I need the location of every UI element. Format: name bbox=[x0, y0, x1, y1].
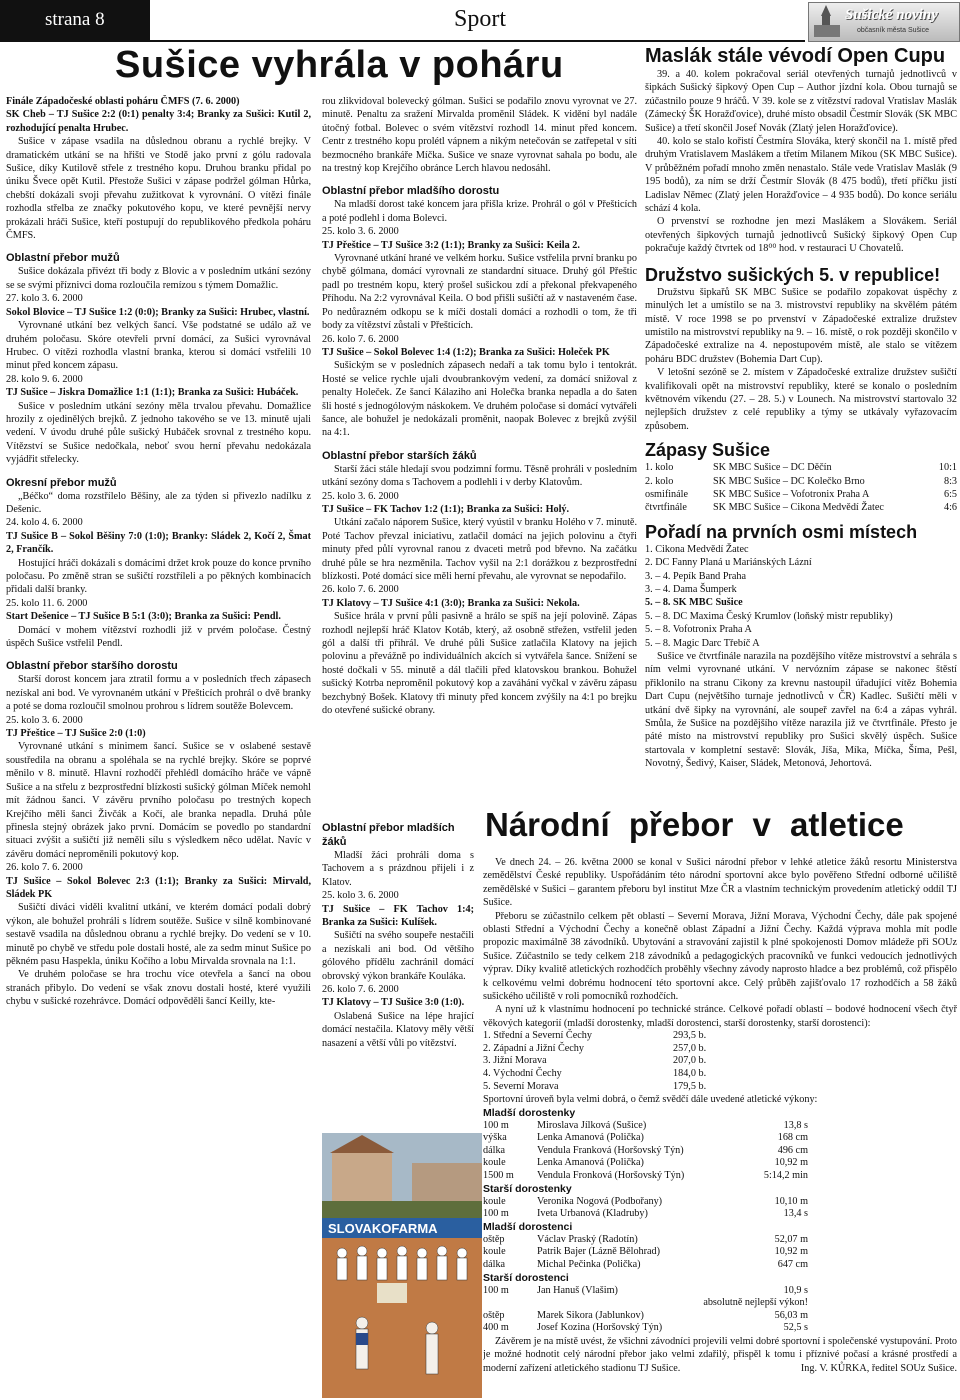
result-cell: 13,4 s bbox=[783, 1208, 808, 1220]
col1-paragraph: Domácí v mohem vítězství rozhodli již v prvém poločase. Čestný úspěch Sušice vstřelil Pendl. bbox=[6, 624, 311, 650]
article-column-2 bbox=[322, 95, 637, 815]
results-table bbox=[483, 1120, 808, 1183]
athletics-signature: Ing. V. KŮRKA, ředitel SOUz Sušice. bbox=[800, 1362, 957, 1374]
result-row bbox=[483, 1120, 808, 1133]
col2b-paragraph: Mladší žáci prohráli doma s Tachovem a s prázdnou přijeli i z Klatov. bbox=[322, 850, 474, 888]
result-row bbox=[483, 1246, 808, 1259]
result-row bbox=[483, 1208, 808, 1221]
col2-section-heading: Oblastní přebor starších žáků bbox=[322, 449, 477, 462]
col2-paragraph: Utkání začalo náporem Sušice, který vyústil v branku Holého v 7. minutě. Poté Tachov převzal iniciativu, zatlačil domácí na jejich polovinu a čtyři minuty před půlí vyrovnal ranou z dvaceti metrů pod břevno. Na začátku druhé půle se hra nezměnila. Tachov vyšil na 2:1 dorážkou z bezprostřední blízkosti. Poté domácí sice měli herní převahu, ale vyrovnat se nepodařilo. bbox=[322, 517, 637, 582]
region-name: 5. Severní Morava bbox=[483, 1080, 559, 1092]
col2-paragraph: 26. kolo 7. 6. 2000 bbox=[322, 584, 399, 596]
match-cell: 10:1 bbox=[938, 462, 957, 474]
col1-paragraph: Starší dorost koncem jara ztratil formu a v posledních třech zápasech nezískal ani bod. Ve vyrovnaném utkání v Přešticích prohrál o dvě branky a poté se doma rozloučil smolnou prohrou s lídrem soutěže Bolevcem. bbox=[6, 674, 311, 713]
match-row bbox=[645, 461, 957, 474]
athletics-para-2: Přeboru se zúčastnilo celkem pět oblastí – Severní Morava, Jižní Morava, Východní Čechy, dále pak spojené oblasti Střední a Východní Čechy a konečně oblast Západní a Jižní Čechy. Každá výprava mohla mít podle propozic maximálně 38 závodníků. Ubytování a stravování zajistil k plné spokojenosti Domov mládeže při SOUz Sušice. Zúčastnilo se tedy celkem 218 závodníků a pedagogických pracovníků ve funkci vedoucích jednotlivých výprav. Díky kvalitě atletických rozhodčích proběhly všechny závody naprosto hladce a bez problémů, což přispělo k celkovému velmi dobrému hodnocení této sportovní akce. Celý průběh zajišťovalo 17 rozhodčích a 58 žáků sušického učiliště v roli pomocníků rozhodčích. bbox=[483, 910, 957, 1003]
result-cell: 100 m bbox=[483, 1284, 509, 1296]
results-groups bbox=[483, 1107, 957, 1335]
region-row bbox=[483, 1068, 706, 1081]
darts-column bbox=[645, 44, 957, 804]
result-row bbox=[483, 1259, 808, 1272]
region-points: 257,0 b. bbox=[673, 1042, 707, 1054]
result-cell: výška bbox=[483, 1132, 507, 1144]
darts-team-paragraph: Družstvu šipkařů SK MBC Sušice se podařilo zopakovat úspěchy z minulých let a umístilo se na 3. mistrovství republiky na skvělém pátém místě. V roce 1998 se po prvenství v Západočeské extralize družstev umístilo na mistrovství republiky na 9. – 16. místě, o rok později skončilo v Západočeské extralize na 4. nepostupovém místě, ale stalo se vítězem poháru BDC družstev (Bohemia Dart Cup). bbox=[645, 286, 957, 365]
col1-paragraph: „Béčko“ doma rozstřílelo Běšiny, ale za týden si přivezlo nadílku z Dešenic. bbox=[6, 490, 311, 515]
region-row bbox=[483, 1030, 706, 1043]
result-cell: 1500 m bbox=[483, 1170, 514, 1182]
result-cell bbox=[537, 1297, 698, 1310]
match-cell: čtvrtfinále bbox=[645, 502, 687, 514]
section-title: Sport bbox=[453, 6, 506, 32]
athletics-para-3: A nyní už k vlastnímu hodnocení po technické stránce. Celkové pořadí oblastí – bodové hodnocení všech čtyř věkových kategorií (mladší dorostenky, mladší dorostenci, starší dorostenky, starší dorostenci): bbox=[483, 1004, 957, 1029]
match-cell: SK MBC Sušice – Cikona Medvědí Žatec bbox=[713, 502, 884, 514]
region-name: 3. Jižní Morava bbox=[483, 1055, 547, 1067]
match-row bbox=[645, 501, 957, 514]
page-number-box bbox=[0, 0, 150, 42]
col1-paragraph: 24. kolo 4. 6. 2000 bbox=[6, 517, 83, 529]
match-cell: SK MBC Sušice – DC Děčín bbox=[713, 462, 832, 474]
col2b-paragraph: Sušičtí na svého soupeře nestačili a nezískali ani bod. Od většího gólového přídělu zachránil domácí obrovský výkon brankáře Kouláka. bbox=[322, 930, 474, 982]
col1-paragraph: Sokol Blovice – TJ Sušice 1:2 (0:0); Branky za Sušici: Hrubec, vlastní. bbox=[6, 306, 310, 318]
result-cell: dálka bbox=[483, 1259, 506, 1270]
result-cell: Vendula Fronková (Horšovský Týn) bbox=[537, 1170, 685, 1182]
match-cell: 6:5 bbox=[943, 488, 957, 500]
col2-paragraph: TJ Sušice – Sokol Bolevec 1:4 (1:2); Branka za Sušici: Holeček PK bbox=[322, 346, 610, 358]
darts-paragraph: 40. kolo se stalo kořistí Čestmíra Slováka, který skončil na 1. místě před druhým Vratislavem Maslákem a třetím Milanem Míkou (SK MBC Sušice). V průběžném pořadí mnoho změn nenastalo. Stále vede Vratislav Maslák (9 195 bodů), za ním se drží Čestmír Slovák (8 475 bodů), třetí příčku jistí Ladislav Němec (Zlatý jelen Horažďovice – 4 935 bodů). Do konce seriálu schází 4 kola. bbox=[645, 136, 957, 215]
result-cell: 400 m bbox=[483, 1322, 509, 1334]
result-row bbox=[483, 1132, 808, 1145]
darts-headline-2: Družstvo sušických 5. v republice! bbox=[645, 264, 941, 285]
col2b-paragraph: TJ Sušice – FK Tachov 1:4; Branka za Sušici: Kulíšek. bbox=[322, 903, 474, 929]
matches-headline: Zápasy Sušice bbox=[645, 440, 771, 461]
col1-paragraph: 27. kolo 3. 6. 2000 bbox=[6, 293, 83, 305]
result-cell: Jan Hanuš (Vlašim) bbox=[537, 1284, 618, 1296]
region-name: 2. Západní a Jižní Čechy bbox=[483, 1042, 584, 1054]
logo-subtitle: občasník města Sušice bbox=[857, 27, 929, 34]
result-cell: 10,92 m bbox=[774, 1157, 808, 1169]
col1-paragraph: Start Dešenice – TJ Sušice B 5:1 (3:0); Branka za Sušici: Pendl. bbox=[6, 611, 281, 623]
athletics-intro: Ve dnech 24. – 26. května 2000 se konal v Sušici národní přebor v lehké atletice žáků resortu Ministerstva zemědělství České republiky. Uspořádáním této národní sportovní akce bylo pověřeno Střední odborné učiliště zemědělské v Sušici – garantem přeboru byl institut Mze ČR a vlastním technickým provedením atletický oddíl TJ Sušice. bbox=[483, 857, 957, 909]
result-cell: Lenka Amanová (Polička) bbox=[537, 1157, 644, 1169]
result-row bbox=[483, 1322, 808, 1335]
result-cell: 647 cm bbox=[777, 1259, 808, 1270]
col2-section-heading: Oblastní přebor mladšího dorostu bbox=[322, 185, 500, 198]
athletics-article bbox=[483, 856, 957, 1400]
results-group-title: Starší dorostenky bbox=[483, 1182, 572, 1195]
ranking-list bbox=[645, 543, 957, 650]
result-cell: absolutně nejlepší výkon! bbox=[703, 1297, 808, 1309]
region-row bbox=[483, 1055, 706, 1068]
match-cell: 8:3 bbox=[943, 475, 957, 487]
article-column-1 bbox=[6, 95, 311, 1395]
ranking-item: 5. – 8. DC Maxima Český Krumlov (loňský mistr republiky) bbox=[645, 610, 893, 622]
region-points: 184,0 b. bbox=[673, 1068, 707, 1080]
page-number-label: strana 8 bbox=[45, 9, 105, 30]
col2-paragraph: Sušickým se v posledních zápasech nedaří a tak tomu bylo i tentokrát. Hosté se velice rychle ujali dvoubrankovým vedení, za domácí snižoval z penalty Holeček. Ze šancí Kálaziho ani Holečka branka nepadla a do šaten šli hosté s jednogólovým náskokem. Ve druhém poločase si domácí vytvářeli šance, ale bohužel je nedokázali proměnit, naopak Bolevec z brejků zvýšil na 4:1. bbox=[322, 360, 637, 439]
result-cell: oštěp bbox=[483, 1309, 505, 1321]
header-rule bbox=[150, 40, 805, 42]
result-cell bbox=[483, 1297, 537, 1310]
col2-paragraph: Na mladší dorost také koncem jara přišla krize. Prohrál o gól v Přešticích a poté podlehl i doma Bolevci. bbox=[322, 199, 637, 224]
ranking-item: 3. – 4. Dama Šumperk bbox=[645, 584, 737, 595]
result-row bbox=[483, 1145, 808, 1158]
result-cell: 168 cm bbox=[777, 1132, 808, 1144]
result-cell: dálka bbox=[483, 1144, 506, 1156]
col1-paragraph: 28. kolo 9. 6. 2000 bbox=[6, 373, 83, 385]
region-row bbox=[483, 1043, 706, 1056]
result-cell: koule bbox=[483, 1157, 506, 1169]
col1-paragraph: 25. kolo 3. 6. 2000 bbox=[6, 714, 83, 726]
col1-paragraph: Sušice v zápase vsadila na důslednou obranu a rychlé brejky. V dramatickém utkání se na hřišti ve Stodě jako první z gólu radovala Sušice, díky Kutilově střele z trestného kopu. Druhou branku přidal po úniku Švece opět Kutil. Přestože Sušici v zápase podržel gólman Hůrka, chebští dokázali svoji převahu zužitkovat k vyrovnání. O vítězi finále rozhodla střelba ze značky pokutového kopu, ve které pevnější nervy prokázali hráči Sušice, kteří postupují do republikového předkola poháru ČMFS. bbox=[6, 136, 311, 242]
result-cell: 10,92 m bbox=[774, 1246, 808, 1258]
ranking-item: 2. DC Fanny Planá u Mariánských Lázní bbox=[645, 557, 812, 569]
newspaper-logo bbox=[808, 2, 960, 42]
result-row bbox=[483, 1310, 808, 1323]
col2b-paragraph: 25. kolo 3. 6. 2000 bbox=[322, 890, 399, 902]
athletics-headline: Národní přebor v atletice bbox=[485, 806, 904, 843]
col1-paragraph: Vyrovnané utkání bez velkých šancí. Vše podstatné se událo až ve druhém poločasu. Skóre otevřeli první domácí, za Sušici vyrovnával Hrubec. O vítězi rozhodla vlastní branka, kterou si domácí vstřelili 10 minut před koncem zápasu. bbox=[6, 320, 311, 372]
col1-section-heading: Oblastní přebor mužů bbox=[6, 252, 120, 265]
region-points: 207,0 b. bbox=[673, 1055, 707, 1067]
col2-paragraph: TJ Klatovy – TJ Sušice 4:1 (3:0); Branka za Sušici: Nekola. bbox=[322, 597, 580, 609]
result-row bbox=[483, 1285, 808, 1298]
col1-section-heading: Oblastní přebor staršího dorostu bbox=[6, 660, 178, 673]
result-cell: Michal Pečinka (Polička) bbox=[537, 1259, 641, 1270]
result-row bbox=[483, 1297, 808, 1310]
darts-team-paragraph: V letošní sezóně se 2. místem v Západočeské extralize družstev sušičtí kvalifikovali opět na mistrovství republiky, které se konalo o posledním květnovém víkendu (27. – 28. 5.) v Lounech. Na mistrovství startovalo 32 nejlepších družstev z celé republiky a týmy se utkávaly vyřazovacím způsobem. bbox=[645, 367, 957, 432]
athletics-closing bbox=[483, 1335, 957, 1375]
col1-paragraph: TJ Sušice B – Sokol Běšiny 7:0 (1:0); Branky: Sládek 2, Kočí 2, Šmat 2, Frančík. bbox=[6, 530, 311, 556]
col1-paragraph: Ve druhém poločase se hra trochu více otevřela a šancí na obou stranách přibylo. Do vedení se však znovu dostali hosté, které využili chybu v sušické rozehrávce. Domácí odpověděli šancí Keilly, kte- bbox=[6, 969, 311, 1008]
col2b-paragraph: Oslabená Sušice na lépe hrající domácí nestačila. Klatovy měly větší nasazení a větší vůli po vítězství. bbox=[322, 1010, 474, 1049]
darts-headline-1: Maslák stále vévodí Open Cupu bbox=[645, 45, 946, 67]
team-photo-image bbox=[322, 1133, 482, 1398]
results-group-title: Starší dorostenci bbox=[483, 1271, 569, 1284]
col2-paragraph: 25. kolo 3. 6. 2000 bbox=[322, 490, 399, 502]
results-group-title: Mladší dorostenci bbox=[483, 1220, 573, 1233]
result-cell: Lenka Amanová (Polička) bbox=[537, 1132, 644, 1144]
col2-paragraph: Starší žáci stále hledají svou podzimní formu. Těsně prohráli v posledním utkání sezóny doma s Tachovem a podlehli i v derby Klatovům. bbox=[322, 463, 637, 489]
ranking-item: 5. – 8. SK MBC Sušice bbox=[645, 597, 743, 609]
result-cell: Václav Praský (Radotín) bbox=[537, 1233, 638, 1245]
result-cell: 10,9 s bbox=[783, 1284, 808, 1296]
result-cell: Miroslava Jílková (Sušice) bbox=[537, 1119, 647, 1131]
col1-paragraph: 25. kolo 11. 6. 2000 bbox=[6, 597, 88, 609]
result-cell: Patrik Bajer (Lázně Bělohrad) bbox=[537, 1246, 661, 1258]
result-cell: 10,10 m bbox=[774, 1195, 808, 1207]
result-cell: koule bbox=[483, 1246, 506, 1258]
darts-closing-text: Sušice ve čtvrtfinále narazila na pozdějšího vítěze mistrovství a sehrála s ním velmi vyrovnané utkání. V nervózním zápase se nakonec štěstí přiklonilo na stranu Cikony za krevnu nastoupil úřadující vítěz Bohemia Dart Cupu (největšího turnaje jednotlivců v ČR) Kadlec. Sušičtí měli v utkání dvě šipky na vyrovnání, ale soupeř zavřel na 6:4 a zápas vyhrál. Smůla, že Sušice na pozdějšího vítěze narazila již ve čtvrtfinále. Přesto je páté místo na mistrovství republiky pro Sušici skvělý úspěch. Sušice startovala v kompletní sestavě: Slovák, Jíša, Míka, Míčka, Šíma, Pešl, Novotný, Šedivý, Kaiser, Sládek, Metonová, Jehortová. bbox=[645, 651, 957, 770]
region-name: 4. Východní Čechy bbox=[483, 1068, 562, 1080]
result-cell: koule bbox=[483, 1195, 506, 1207]
match-row bbox=[645, 475, 957, 488]
ranking-item: 3. – 4. Pepík Band Praha bbox=[645, 570, 747, 582]
results-table bbox=[483, 1196, 808, 1221]
col1-paragraph: SK Cheb – TJ Sušice 2:2 (0:1) penalty 3:4; Branky za Sušici: Kutil 2, rozhodující penalta Hrubec. bbox=[6, 109, 311, 134]
col2b-paragraph: TJ Klatovy – TJ Sušice 3:0 (1:0). bbox=[322, 997, 465, 1009]
col1-section-heading: Okresní přebor mužů bbox=[6, 476, 117, 489]
ranking-item: 1. Cikona Medvědí Žatec bbox=[645, 543, 749, 555]
match-row bbox=[645, 488, 957, 501]
region-name: 1. Střední a Severní Čechy bbox=[483, 1030, 592, 1042]
col1-paragraph: TJ Sušice – Jiskra Domažlice 1:1 (1:1); Branka za Sušici: Hubáček. bbox=[6, 387, 299, 399]
result-cell: oštěp bbox=[483, 1233, 505, 1245]
col1-paragraph: Sušice v posledním utkání sezóny měla trvalou převahu. Domažlice hrozily z ojedinělých brejků. Z jednoho takového se ve 13. minutě ujali vedení. V úvodu druhé půle sušický Hubáček srovnal z trestného kopu. Vítězství se Sušice nedočkala, neboť svou herní převahu nedokázala vyjádřit střelecky. bbox=[6, 400, 311, 466]
church-icon bbox=[812, 5, 842, 39]
col1-paragraph: 26. kolo 7. 6. 2000 bbox=[6, 862, 83, 874]
match-cell: SK MBC Sušice – Vofotronix Praha A bbox=[713, 488, 870, 500]
col2-paragraph: TJ Přeštice – TJ Sušice 3:2 (1:1); Branky za Sušici: Keila 2. bbox=[322, 239, 580, 251]
result-cell: 100 m bbox=[483, 1119, 509, 1131]
result-cell: Veronika Nogová (Podbořany) bbox=[537, 1195, 663, 1207]
result-cell: 52,07 m bbox=[774, 1233, 808, 1245]
match-cell: osmifinále bbox=[645, 488, 689, 500]
results-table bbox=[483, 1234, 808, 1272]
match-cell: 4:6 bbox=[943, 502, 957, 514]
result-row bbox=[483, 1157, 808, 1170]
article-column-2b bbox=[322, 812, 474, 1132]
col2-paragraph: 25. kolo 3. 6. 2000 bbox=[322, 226, 399, 238]
result-cell: 100 m bbox=[483, 1208, 509, 1220]
col2-paragraph: Sušice hrála v první půli pasivně a hrálo se spíš na její polovině. Zápas rozhodl nejlepší hráč Klatov Kotáb, který, až osobně střežen, vstřelil jeden gól a další tři přihrál. Ve druhé půli Sušice zatlačila Klatovy na jejich polovinu a převážně po individuálních akcích si vytvářela šance. Snížení se hosté dočkali v 55. minutě a dál tlačili před klatovskou brankou. Bohužel sušický Kotrba neproměnil pokutový kop a zaváhání vyčkal v závěru zápasu bezchybný Bošek. Klatovy tři minuty před koncem zvýšily na 4:1 po brejku do otevřené sušické obrany. bbox=[322, 611, 637, 717]
regions-table bbox=[483, 1030, 706, 1093]
athletics-para-4: Sportovní úroveň byla velmi dobrá, o čemž svědčí dále uvedené atletické výkony: bbox=[483, 1094, 818, 1106]
result-row bbox=[483, 1234, 808, 1247]
result-row bbox=[483, 1170, 808, 1183]
result-cell: 13,8 s bbox=[783, 1119, 808, 1131]
match-cell: SK MBC Sušice – DC Kolečko Brno bbox=[713, 475, 865, 487]
matches-table bbox=[645, 461, 957, 515]
match-cell: 2. kolo bbox=[645, 475, 674, 487]
col2b-paragraph: 26. kolo 7. 6. 2000 bbox=[322, 984, 399, 996]
logo-title: Sušické noviny bbox=[845, 7, 938, 23]
result-row bbox=[483, 1196, 808, 1209]
result-cell: Josef Kozina (Horšovský Týn) bbox=[537, 1322, 663, 1334]
result-cell: 5:14,2 min bbox=[763, 1170, 808, 1182]
results-table bbox=[483, 1285, 808, 1335]
col2-paragraph: 26. kolo 7. 6. 2000 bbox=[322, 333, 399, 345]
col1-paragraph: Sušičtí diváci viděli kvalitní utkání, ve kterém domácí podali dobrý výkon, ale bohužel prohráli s lídrem soutěže. Sušice v silně kombinované sestavě vsadila na důslednou obranu a rychlé brejky. Do vedení se v 10. minutě po chybě ve středu pole dostali hosté, ale za sedm minut Sušice po pěkném pasu Haspekla, úniku Kočího a lobu Mirvalda srovnala na 1:1. bbox=[6, 902, 311, 967]
results-group-title: Mladší dorostenky bbox=[483, 1106, 576, 1119]
ranking-item: 5. – 8. Vofotronix Praha A bbox=[645, 624, 752, 636]
col1-paragraph: Vyrovnané utkání s minimem šancí. Sušice se v oslabené sestavě soustředila na obranu a spoléhala se na rychlé brejky. Skóre se poprvé měnilo v 8. minutě. Hlavní rozhodčí přehlédl domácího hráče ve vápně Sušice a na střelu z bezprostřední blízkosti sušický gólman Míček nemohl mít žádnou šanci. V závěru prvního poločasu po trestných kopech Krejčího měli šanci Živčák a Kočí, ale branka nepadla. Druhá půle přinesla stejný obrázek jako první. Domácím se povedlo po standardní situaci zvýšit a sušičtí již neměli sílu s výsledkem něco udělat. Navíc v závěru domácí neproměnili pokutový kop. bbox=[6, 741, 311, 860]
main-headline: Sušice vyhrála v poháru bbox=[115, 44, 564, 86]
region-points: 293,5 b. bbox=[673, 1030, 707, 1042]
region-points: 179,5 b. bbox=[673, 1080, 707, 1092]
result-cell: Marek Sikora (Jablunkov) bbox=[537, 1309, 644, 1321]
match-cell: 1. kolo bbox=[645, 462, 674, 474]
result-cell: Iveta Urbanová (Kladruby) bbox=[537, 1208, 648, 1220]
darts-paragraph: O prvenství se rozhodne jen mezi Maslákem a Slovákem. Seriál otevřených šipkových turnajů jednotlivců Sušický šipkový Open Cup pokračuje každý čtvrtek od 18⁰⁰ hod. v restauraci U Chovatelů. bbox=[645, 216, 957, 255]
banner-text: SLOVAKOFARMA bbox=[328, 1221, 438, 1236]
col1-paragraph: Finále Západočeské oblasti poháru ČMFS (7. 6. 2000) bbox=[6, 96, 240, 107]
col1-paragraph: Hostující hráči dokázali s domácími držet krok pouze do konce prvního poločasu. Po změně stran se sušičtí rozstříleli a po pěkných kombinacích přidali další branky. bbox=[6, 557, 311, 596]
col1-paragraph: TJ Sušice – Sokol Bolevec 2:3 (1:1); Branky za Sušici: Mirvald, Sládek PK bbox=[6, 875, 311, 900]
region-row bbox=[483, 1081, 706, 1094]
col2-paragraph: Vyrovnané utkání hrané ve velkém horku. Sušice vstřelila první branku po chybě gólmana, domácí vyrovnali ze standardní situace. Druhý gól Přeštic padl po trestném kopu, který prošel sušickou zdí a překonal překvapeného Příhodu. Na 2:2 vyrovnával Keila. O bod přišli sušičtí až v nastaveném čase. Po nedůrazném odkopu se k míči dostali domácí a rozhodli o tom, že tři body za vítězství zůstali v Přešticích. bbox=[322, 253, 637, 332]
result-cell: 56,03 m bbox=[774, 1309, 808, 1321]
ranking-item: 5. – 8. Magic Darc Třebíč A bbox=[645, 637, 760, 649]
darts-paragraph: 39. a 40. kolem pokračoval seriál otevřených turnajů jednotlivců v šipkách Sušický šipkový Open Cup – Author jízdní kola. Obou turnajů se zúčastnilo pouze 9 hráčů. V 39. kole se z vítězství radoval Vratislav Maslák (Zámecký ŠK Horažďovice), druhé místo obsadil Čestmír Slovák (SK MBC Sušice) a třetí skončil Josef Novák (Zlatý jelen Horažďovice). bbox=[645, 69, 957, 134]
result-cell: 52,5 s bbox=[783, 1322, 808, 1334]
col2b-section-heading: Oblastní přebor mladších žáků bbox=[322, 822, 455, 848]
ranking-headline: Pořadí na prvních osmi místech bbox=[645, 521, 918, 542]
col1-paragraph: Sušice dokázala přivézt tři body z Blovic a v posledním utkání sezóny se se svými příznivci doma rozloučila remízou s týmem Domažlic. bbox=[6, 266, 311, 291]
athletics-closing-text: Závěrem je na místě uvést, že všichni závodníci projevili velmi dobré sportovní i společenské vystupování. Proto je možné hodnotit celý národní přebor jako velmi zdařilý, přispěl k tomu i příznivé počasí a krásné prostředí a moderní zařízení atletického stadionu TJ Sušice. bbox=[483, 1335, 957, 1374]
result-cell: 496 cm bbox=[777, 1144, 808, 1156]
col2-paragraph: rou zlikvidoval bolevecký gólman. Sušici se podařilo znovu vyrovnat ve 27. minutě. Penaltu za sražení Mirvalda proměnil Sládek. K vidění byl nadále útočný fotbal. Bolevec o svém vítězství rozhodl 14. minut před koncem. Centr z trestného kopu prolétl vápnem a nikým netečován se zatřepetal v síti bezmocného brankáře Míčka. Sušice ve snaze vyrovnat sahala po bodu, ale na trestný kop Krejčího obránce Lerch hlavou nedosáhl. bbox=[322, 96, 637, 175]
col1-paragraph: TJ Přeštice – TJ Sušice 2:0 (1:0) bbox=[6, 728, 146, 740]
col2-paragraph: TJ Sušice – FK Tachov 1:2 (1:1); Branka za Sušici: Holý. bbox=[322, 503, 570, 515]
result-cell: Vendula Franková (Horšovský Týn) bbox=[537, 1144, 684, 1156]
